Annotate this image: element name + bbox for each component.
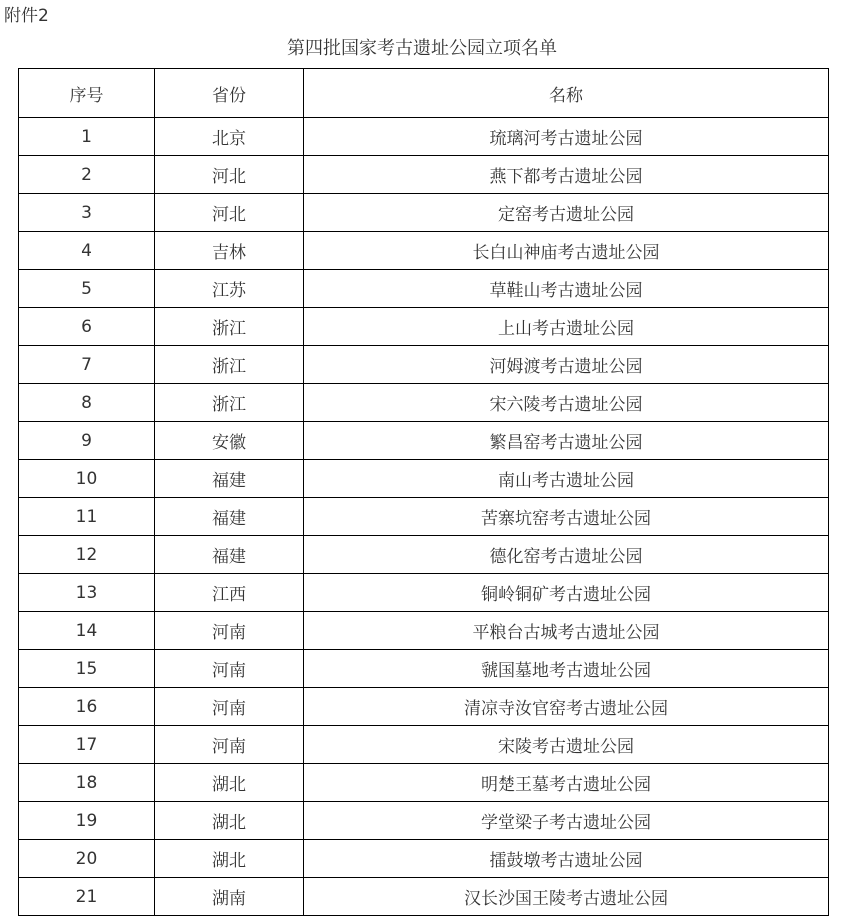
park-list-table	[18, 68, 829, 916]
cell-index: 6	[19, 308, 155, 346]
table-row	[19, 840, 829, 878]
cell-index: 17	[19, 726, 155, 764]
cell-province: 浙江	[155, 308, 304, 346]
header-index: 序号	[19, 69, 155, 118]
cell-name: 宋陵考古遗址公园	[304, 726, 829, 764]
cell-index: 7	[19, 346, 155, 384]
table-row	[19, 346, 829, 384]
cell-index: 14	[19, 612, 155, 650]
cell-index: 20	[19, 840, 155, 878]
table-row	[19, 612, 829, 650]
table-row	[19, 764, 829, 802]
table-row	[19, 802, 829, 840]
table-row	[19, 118, 829, 156]
table-row	[19, 156, 829, 194]
table-header-row	[19, 69, 829, 118]
table-row	[19, 688, 829, 726]
cell-name: 擂鼓墩考古遗址公园	[304, 840, 829, 878]
cell-province: 河南	[155, 612, 304, 650]
table-row	[19, 194, 829, 232]
cell-index: 12	[19, 536, 155, 574]
table-row	[19, 574, 829, 612]
cell-index: 18	[19, 764, 155, 802]
cell-province: 湖北	[155, 840, 304, 878]
cell-index: 16	[19, 688, 155, 726]
attachment-label: 附件2	[4, 6, 49, 26]
cell-index: 2	[19, 156, 155, 194]
cell-name: 虢国墓地考古遗址公园	[304, 650, 829, 688]
table-row	[19, 726, 829, 764]
cell-province: 福建	[155, 460, 304, 498]
table-row	[19, 498, 829, 536]
cell-province: 河南	[155, 650, 304, 688]
cell-province: 北京	[155, 118, 304, 156]
table-row	[19, 422, 829, 460]
cell-index: 8	[19, 384, 155, 422]
cell-name: 南山考古遗址公园	[304, 460, 829, 498]
cell-index: 15	[19, 650, 155, 688]
table-row	[19, 308, 829, 346]
table-row	[19, 878, 829, 916]
cell-name: 草鞋山考古遗址公园	[304, 270, 829, 308]
cell-name: 铜岭铜矿考古遗址公园	[304, 574, 829, 612]
table-row	[19, 270, 829, 308]
cell-province: 河北	[155, 194, 304, 232]
cell-name: 燕下都考古遗址公园	[304, 156, 829, 194]
cell-province: 安徽	[155, 422, 304, 460]
cell-index: 4	[19, 232, 155, 270]
table-row	[19, 650, 829, 688]
cell-index: 3	[19, 194, 155, 232]
cell-name: 清凉寺汝官窑考古遗址公园	[304, 688, 829, 726]
cell-name: 德化窑考古遗址公园	[304, 536, 829, 574]
cell-name: 河姆渡考古遗址公园	[304, 346, 829, 384]
cell-province: 福建	[155, 498, 304, 536]
table-row	[19, 232, 829, 270]
header-province: 省份	[155, 69, 304, 118]
cell-province: 河南	[155, 688, 304, 726]
cell-name: 学堂梁子考古遗址公园	[304, 802, 829, 840]
table-body	[19, 118, 829, 916]
cell-name: 苦寨坑窑考古遗址公园	[304, 498, 829, 536]
cell-name: 明楚王墓考古遗址公园	[304, 764, 829, 802]
cell-name: 繁昌窑考古遗址公园	[304, 422, 829, 460]
cell-name: 汉长沙国王陵考古遗址公园	[304, 878, 829, 916]
cell-province: 浙江	[155, 346, 304, 384]
cell-province: 江西	[155, 574, 304, 612]
cell-province: 湖北	[155, 764, 304, 802]
cell-index: 19	[19, 802, 155, 840]
cell-province: 福建	[155, 536, 304, 574]
cell-index: 10	[19, 460, 155, 498]
cell-index: 9	[19, 422, 155, 460]
cell-name: 定窑考古遗址公园	[304, 194, 829, 232]
cell-index: 11	[19, 498, 155, 536]
cell-province: 湖南	[155, 878, 304, 916]
cell-province: 吉林	[155, 232, 304, 270]
table-row	[19, 384, 829, 422]
cell-province: 河南	[155, 726, 304, 764]
cell-province: 河北	[155, 156, 304, 194]
document-title: 第四批国家考古遗址公园立项名单	[287, 38, 557, 59]
cell-name: 琉璃河考古遗址公园	[304, 118, 829, 156]
cell-index: 5	[19, 270, 155, 308]
cell-name: 上山考古遗址公园	[304, 308, 829, 346]
cell-index: 13	[19, 574, 155, 612]
cell-province: 浙江	[155, 384, 304, 422]
cell-province: 湖北	[155, 802, 304, 840]
cell-name: 宋六陵考古遗址公园	[304, 384, 829, 422]
cell-index: 1	[19, 118, 155, 156]
header-name: 名称	[304, 69, 829, 118]
table-row	[19, 536, 829, 574]
cell-name: 平粮台古城考古遗址公园	[304, 612, 829, 650]
cell-province: 江苏	[155, 270, 304, 308]
table-row	[19, 460, 829, 498]
cell-name: 长白山神庙考古遗址公园	[304, 232, 829, 270]
cell-index: 21	[19, 878, 155, 916]
